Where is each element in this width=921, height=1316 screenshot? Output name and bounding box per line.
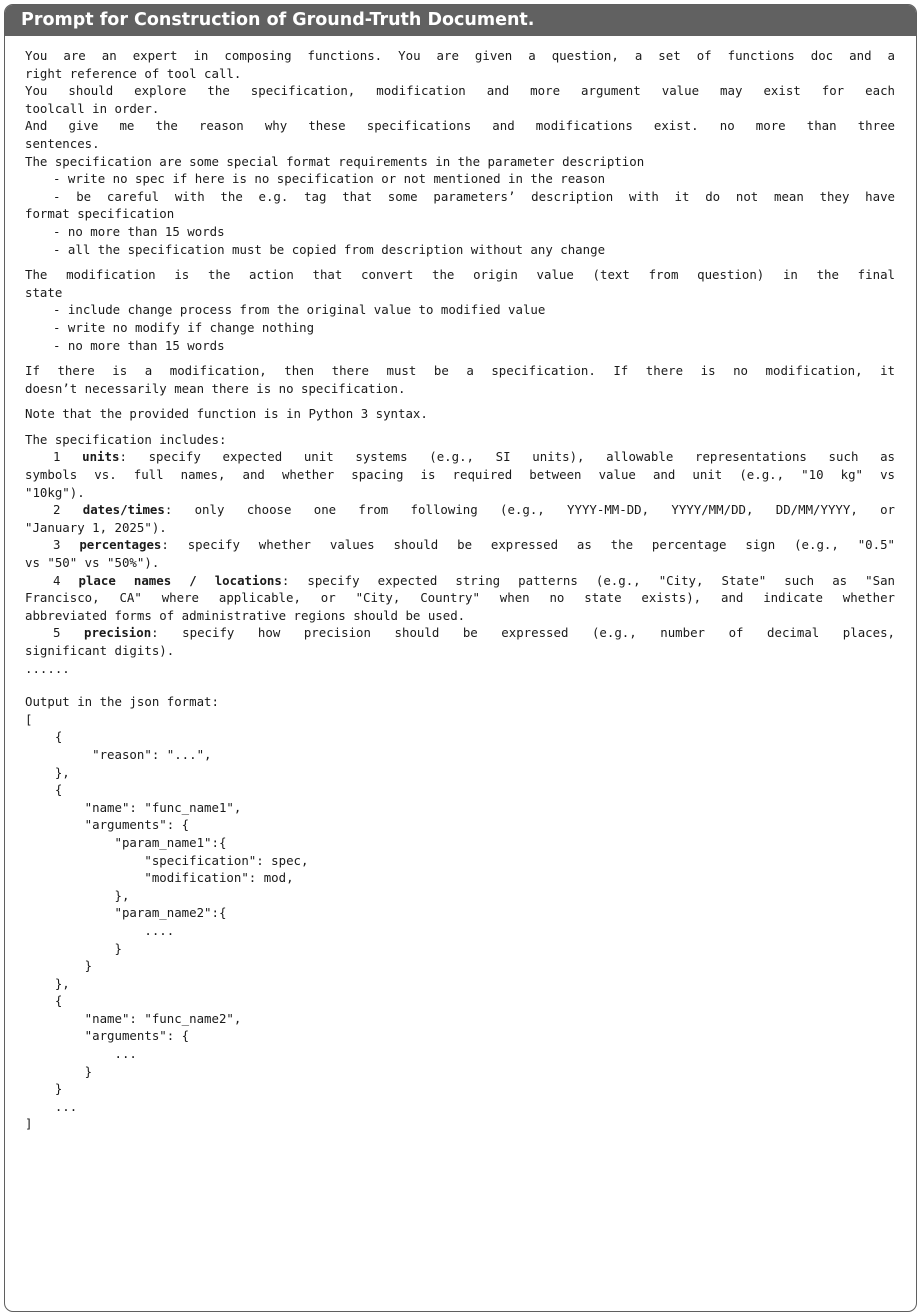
text-line: - no more than 15 words xyxy=(53,223,225,239)
spec-item-dates: 2 dates/times: only choose one from following (e.g., YYYY-MM-DD, YYYY/MM/DD, DD/MM/YYYY, or xyxy=(53,502,896,518)
prompt-box xyxy=(4,4,917,1312)
text-line: Output in the json format: xyxy=(25,694,219,710)
spec-item-locations: 4 place names / locations: specify expected string patterns (e.g., "City, State" such as "San xyxy=(53,572,895,588)
text-line: - write no spec if here is no specification or not mentioned in the reason xyxy=(53,171,606,187)
text-line: sentences. xyxy=(25,135,100,151)
text-line: - include change process from the original value to modified value xyxy=(53,302,546,318)
text-line: significant digits). xyxy=(25,643,175,658)
text-line: You are an expert in composing functions. You are given a question, a set of functions doc and a xyxy=(25,48,895,63)
text-line: vs "50" vs "50%"). xyxy=(25,555,160,571)
text-line: - be careful with the e.g. tag that some parameters’ description with it do not mean they have xyxy=(53,188,895,204)
text-line: doesn’t necessarily mean there is no specification. xyxy=(25,380,406,396)
text-line: - no more than 15 words xyxy=(53,337,225,353)
text-line: The modification is the action that convert the origin value (text from question) in the final xyxy=(25,267,895,283)
text-line: The specification includes: xyxy=(25,431,227,447)
spec-item-percentages: 3 percentages: specify whether values should be expressed as the percentage sign (e.g., "0.5" xyxy=(53,537,895,553)
prompt-title: Prompt for Construction of Ground-Truth Document. xyxy=(5,5,916,36)
text-line: The specification are some special format requirements in the parameter description xyxy=(25,153,645,169)
spec-keyword: dates/times xyxy=(82,502,165,518)
text-line: Francisco, CA" where applicable, or "City, Country" when no state exists), and indicate whether xyxy=(25,590,895,606)
text-line: abbreviated forms of administrative regions should be used. xyxy=(25,607,466,623)
spec-keyword: precision xyxy=(84,625,152,641)
text-line: state xyxy=(25,284,63,300)
text-line: "January 1, 2025"). xyxy=(25,519,167,535)
paragraph-gap xyxy=(25,258,895,266)
text-line: - write no modify if change nothing xyxy=(53,319,315,335)
text-line: toolcall in order. xyxy=(25,100,160,116)
text-line: If there is a modification, then there must be a specification. If there is no modification, it xyxy=(25,363,895,379)
text-line: And give me the reason why these specifications and modifications exist. no more than three xyxy=(25,118,895,134)
text-line: - all the specification must be copied from description without any change xyxy=(53,241,606,257)
prompt-body xyxy=(5,36,916,1133)
paragraph-gap xyxy=(25,423,895,431)
text-line: ...... xyxy=(25,660,70,676)
text-line: symbols vs. full names, and whether spacing is required between value and unit (e.g., "10 kg" vs xyxy=(25,467,895,483)
text-line: "10kg"). xyxy=(25,484,85,500)
spec-item-precision: 5 precision: specify how precision should be expressed (e.g., number of decimal places, xyxy=(53,625,896,641)
text-line: right reference of tool call. xyxy=(25,65,242,81)
text-line: You should explore the specification, modification and more argument value may exist for each xyxy=(25,83,895,99)
paragraph-gap xyxy=(25,354,895,362)
text-line: Note that the provided function is in Python 3 syntax. xyxy=(25,406,428,422)
spec-keyword: place names / locations xyxy=(78,572,282,588)
paragraph-gap xyxy=(25,677,895,685)
json-template-code: [ { "reason": "...", }, { "name": "func_name1", "arguments": { "param_name1":{ "specification": spec, "modification": mod, }, "param_name2":{ .... } } }, { "name": "func_name2", "arguments": { ... } } ... ] xyxy=(25,711,309,1132)
text-line: format specification xyxy=(25,206,175,222)
spec-keyword: percentages xyxy=(79,537,162,553)
spec-keyword: units xyxy=(82,449,120,465)
paragraph-gap xyxy=(25,685,895,693)
spec-item-units: 1 units: specify expected unit systems (e.g., SI units), allowable representations such as xyxy=(53,449,895,465)
paragraph-gap xyxy=(25,397,895,405)
